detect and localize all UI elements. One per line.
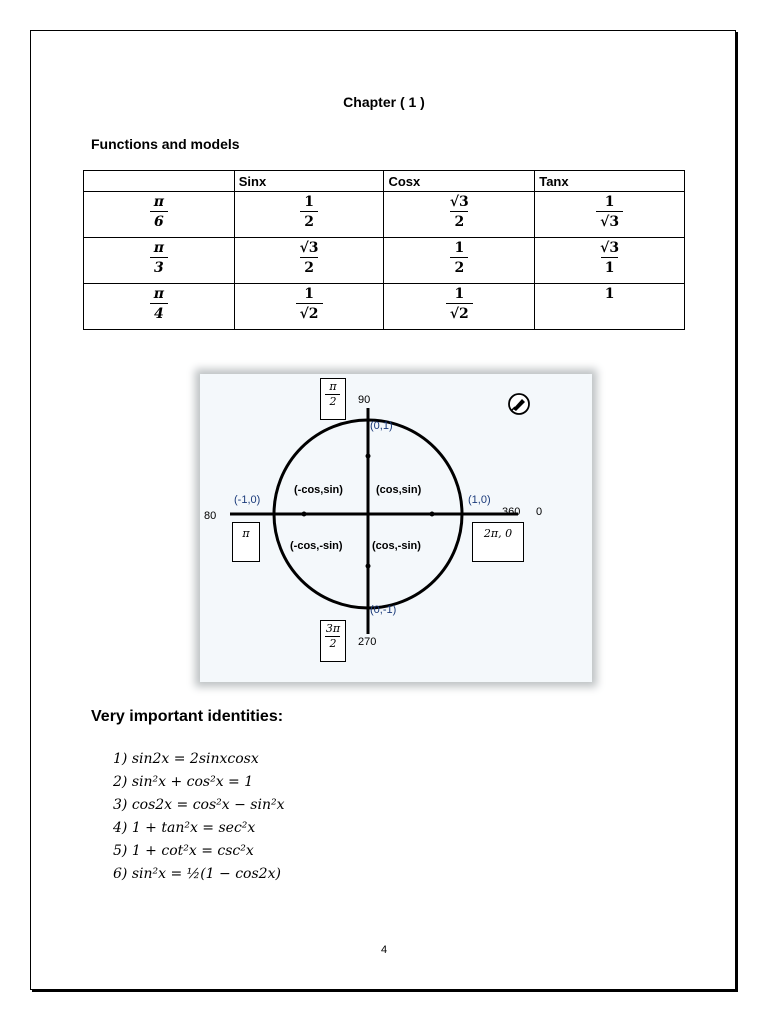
table-row	[84, 284, 685, 330]
fraction-denominator: √2	[446, 303, 473, 324]
table-header-row	[84, 171, 685, 192]
identities-list	[113, 748, 285, 886]
radian-box-left	[232, 522, 260, 562]
degree-label-bottom: 270	[358, 636, 377, 648]
tan-value: 1	[604, 286, 615, 302]
angle-cell	[84, 284, 235, 330]
quadrant-label-q3: (-cos,-sin)	[290, 540, 343, 552]
fraction-numerator: 1	[454, 240, 465, 256]
fraction-numerator: 1	[454, 286, 465, 302]
axis-tick	[430, 512, 435, 517]
page-number: 4	[380, 944, 388, 956]
chapter-title: Chapter ( 1 )	[343, 94, 425, 110]
sin-cell	[234, 192, 384, 238]
sin-cell	[234, 238, 384, 284]
radian-box-top	[320, 378, 346, 420]
table-header-cell: Sinx	[234, 171, 384, 192]
axis-tick	[302, 512, 307, 517]
point-label-left: (-1,0)	[234, 494, 261, 506]
fraction-denominator: √3	[596, 211, 623, 232]
point-label-right: (1,0)	[468, 494, 491, 506]
fraction-numerator: 1	[604, 194, 615, 210]
axis-tick	[366, 454, 371, 459]
identities-title: Very important identities:	[91, 708, 284, 725]
fraction-numerator: π	[153, 240, 164, 256]
fraction-denominator: 2	[300, 257, 318, 278]
degree-label-left: 80	[204, 510, 217, 522]
tan-cell	[535, 284, 685, 330]
table-header-cell: Cosx	[384, 171, 535, 192]
fraction-denominator: 3	[150, 257, 168, 278]
identity-item: 1) sin2x = 2sinxcosx	[113, 751, 259, 767]
radian-label: π	[242, 527, 250, 540]
fraction-numerator: π	[153, 286, 164, 302]
identity-item: 4) 1 + tan²x = sec²x	[113, 820, 256, 836]
tan-cell	[535, 192, 685, 238]
identity-item: 3) cos2x = cos²x − sin²x	[113, 797, 285, 813]
table-header-cell: Tanx	[535, 171, 685, 192]
degree-label-right: 360	[502, 506, 521, 518]
pen-in-circle-icon	[509, 394, 529, 414]
fraction-numerator: √3	[600, 240, 620, 256]
identity-item: 6) sin²x = ½(1 − cos2x)	[113, 866, 281, 882]
radian-box-right	[472, 522, 524, 562]
table-row	[84, 192, 685, 238]
cos-cell	[384, 284, 535, 330]
tan-cell	[535, 238, 685, 284]
fraction-denominator: 2	[450, 257, 468, 278]
quadrant-label-q1: (cos,sin)	[376, 484, 422, 496]
fraction-denominator: 1	[601, 257, 619, 278]
radian-label: 2π, 0	[483, 527, 513, 540]
cos-cell	[384, 238, 535, 284]
angle-cell	[84, 192, 235, 238]
identity-item: 2) sin²x + cos²x = 1	[113, 774, 254, 790]
fraction-denominator: 2	[325, 394, 340, 409]
degree-label-zero: 0	[536, 506, 543, 518]
fraction-denominator: 2	[300, 211, 318, 232]
angle-cell	[84, 238, 235, 284]
fraction-denominator: √2	[296, 303, 323, 324]
fraction-numerator: 1	[304, 286, 314, 302]
fraction-denominator: 2	[325, 636, 340, 651]
fraction-denominator: 4	[150, 303, 168, 324]
degree-label-top: 90	[358, 394, 371, 406]
sin-cell	[234, 284, 384, 330]
quadrant-label-q4: (cos,-sin)	[372, 540, 421, 552]
fraction-numerator: π	[153, 194, 164, 210]
axis-tick	[366, 564, 371, 569]
fraction-numerator: 3π	[325, 622, 341, 635]
fraction-numerator: √3	[299, 240, 319, 256]
point-label-top: (0,1)	[370, 420, 393, 432]
fraction-denominator: 6	[150, 211, 168, 232]
fraction-denominator: 2	[450, 211, 468, 232]
identity-item: 5) 1 + cot²x = csc²x	[113, 843, 254, 859]
radian-box-bottom	[320, 620, 346, 662]
table-header-cell	[84, 171, 235, 192]
table-row	[84, 238, 685, 284]
fraction-numerator: π	[329, 380, 337, 393]
trig-values-table	[83, 170, 685, 330]
section-title: Functions and models	[91, 136, 240, 152]
fraction-numerator: 1	[304, 194, 314, 210]
point-label-bottom: (0,-1)	[370, 604, 397, 616]
fraction-numerator: √3	[449, 194, 469, 210]
cos-cell	[384, 192, 535, 238]
unit-circle-diagram	[200, 374, 592, 682]
quadrant-label-q2: (-cos,sin)	[294, 484, 343, 496]
